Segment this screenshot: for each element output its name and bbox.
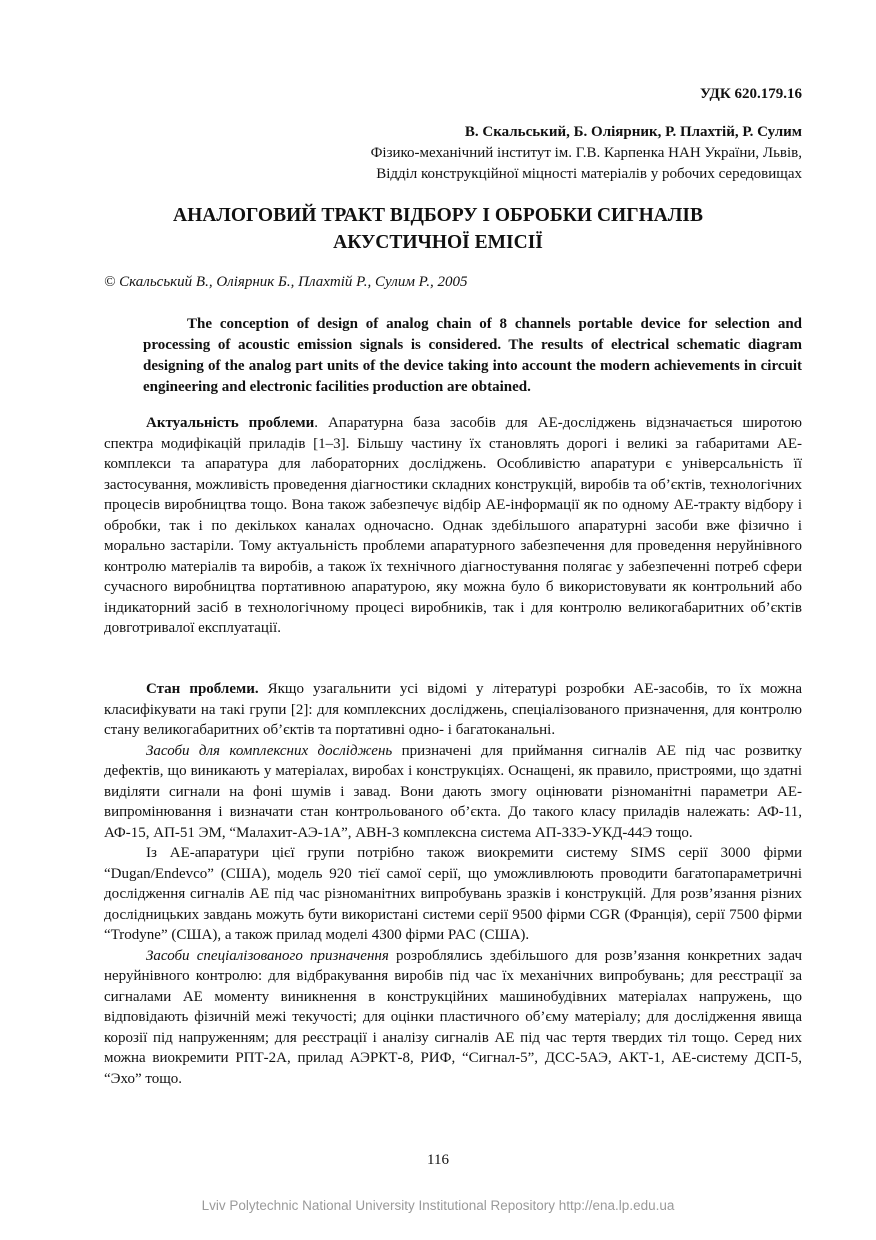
paragraph-text: призначені для приймання сигналів АЕ під час розвитку дефектів, що виникають у матеріалах, виробах і конструкціях. Оснащені, як правило, пристроями, що здатні виділяти сигнали на фоні шумів і завад. Вони дають змогу оцінювати різноманітні параметри АЕ-випромінювання і визначати стан контрольованого об’єкта. До такого класу приладів належать: АФ-11, АФ-15, АП-51 ЭМ, “Малахит-АЭ-1А”, АВН-3 комплексна система АП-ЗЗЭ-УКД-44Э тощо.	[104, 742, 802, 841]
paper-title	[74, 202, 802, 256]
abstract	[143, 314, 802, 398]
paragraph	[104, 843, 802, 946]
section-relevance	[104, 413, 802, 639]
section-heading: Стан проблеми.	[146, 681, 259, 697]
copyright-line: © Скальський В., Оліярник Б., Плахтій Р., Сулим Р., 2005	[104, 274, 468, 290]
section-state	[104, 679, 802, 1089]
title-line-2: АКУСТИЧНОЇ ЕМІСІЇ	[333, 232, 543, 253]
udk-code: УДК 620.179.16	[700, 86, 802, 102]
paragraph-text: розроблялись здебільшого для розв’язання конкретних задач неруйнівного контролю: для відбракування виробів під час їх механічних випробувань; для реєстрації за сигналами АЕ моменту виникнення в конструкційних машинобудівних матеріалах напружень, що відповідають фізичній межі текучості; для оцінки пластичного об’єму матеріалу; для дослідження явища корозії під напруженням; для реєстрації і аналізу сигналів АЕ під час тертя твердих тіл тощо. Серед них можна виокремити РПТ-2А, прилад АЭРКТ-8, РИФ, “Сигнал-5”, ДСС-5АЭ, АКТ-1, АЕ-систему ДСП-5, “Эхо” тощо.	[104, 947, 802, 1087]
paragraph	[104, 413, 802, 639]
paragraph-text: Із АЕ-апаратури цієї групи потрібно також виокремити систему SIMS серії 3000 фірми “Dugan/Endevco” (США), модель 920 тієї самої серії, що уможливлюють проводити багатопараметричні дослідження сигналів АЕ під час різноманітних випробувань зразків і конструкцій. Для розв’язання різних дослідницьких завдань можуть бути використані системи серії 9500 фірми CGR (Франція), серії 7500 фірми “Trodyne” (США), а також прилад моделі 4300 фірми PAC (США).	[104, 845, 802, 943]
paragraph	[104, 741, 802, 844]
abstract-text: The conception of design of analog chain of 8 channels portable device for selection and processing of acoustic emission signals is considered. The results of electrical schematic diagram designing of the analog part units of the device taking into account the modern achievements in circuit engineering and electronic facilities production are obtained.	[143, 316, 802, 395]
repository-footer: Lviv Polytechnic National University Institutional Repository http://ena.lp.edu.ua	[201, 1198, 675, 1213]
italic-term: Засоби для комплексних досліджень	[146, 742, 393, 759]
italic-term: Засоби спеціалізованого призначення	[146, 947, 389, 964]
paragraph	[104, 946, 802, 1090]
affiliation-line-2: Відділ конструкційної міцності матеріалів у робочих середовищах	[376, 166, 802, 182]
title-line-1: АНАЛОГОВИЙ ТРАКТ ВІДБОРУ І ОБРОБКИ СИГНАЛІВ	[172, 205, 703, 226]
author-block	[102, 122, 802, 185]
authors: В. Скальський, Б. Оліярник, Р. Плахтій, Р. Сулим	[464, 124, 802, 140]
paragraph-text: Якщо узагальнити усі відомі у літературі розробки АЕ-засобів, то їх можна класифікувати на такі групи [2]: для комплексних досліджень, спеціалізованого призначення, для контролю стану великогабаритних об’єктів та портативні одно- і багатоканальні.	[104, 681, 803, 738]
section-heading: Актуальність проблеми	[146, 415, 315, 431]
affiliation-line-1: Фізико-механічний інститут ім. Г.В. Карпенка НАН України, Львів,	[370, 145, 802, 161]
paragraph-text: . Апаратурна база засобів для АЕ-досліджень відзначається широтою спектра модифікацій приладів [1–3]. Більшу частину їх становлять дорогі і великі за габаритами АЕ-комплекси та апаратура для лабораторних досліджень. Особливістю апаратури є універсальність її застосування, можливість проведення діагностики складних конструкцій, виробів та об’єктів, технологічних процесів виробництва тощо. Вона також забезпечує відбір АЕ-інформації як по одному АЕ-тракту відбору і обробки, так і по декількох каналах одночасно. Однак здебільшого апаратурні засоби вже фізично і морально застаріли. Тому актуальність проблеми апаратурного забезпечення для проведення неруйнівного контролю матеріалів та виробів, а також їх технічного діагностування полягає у забезпеченні потреб сфери сучасного виробництва портативною апаратурою, яку можна було б використовувати як контрольний або індикаторний засіб в технологічному процесі виробників, так і для контролю великогабаритних об’єктів довготривалої експлуатації.	[104, 415, 802, 636]
paragraph	[104, 679, 802, 741]
page-number: 116	[427, 1152, 449, 1168]
